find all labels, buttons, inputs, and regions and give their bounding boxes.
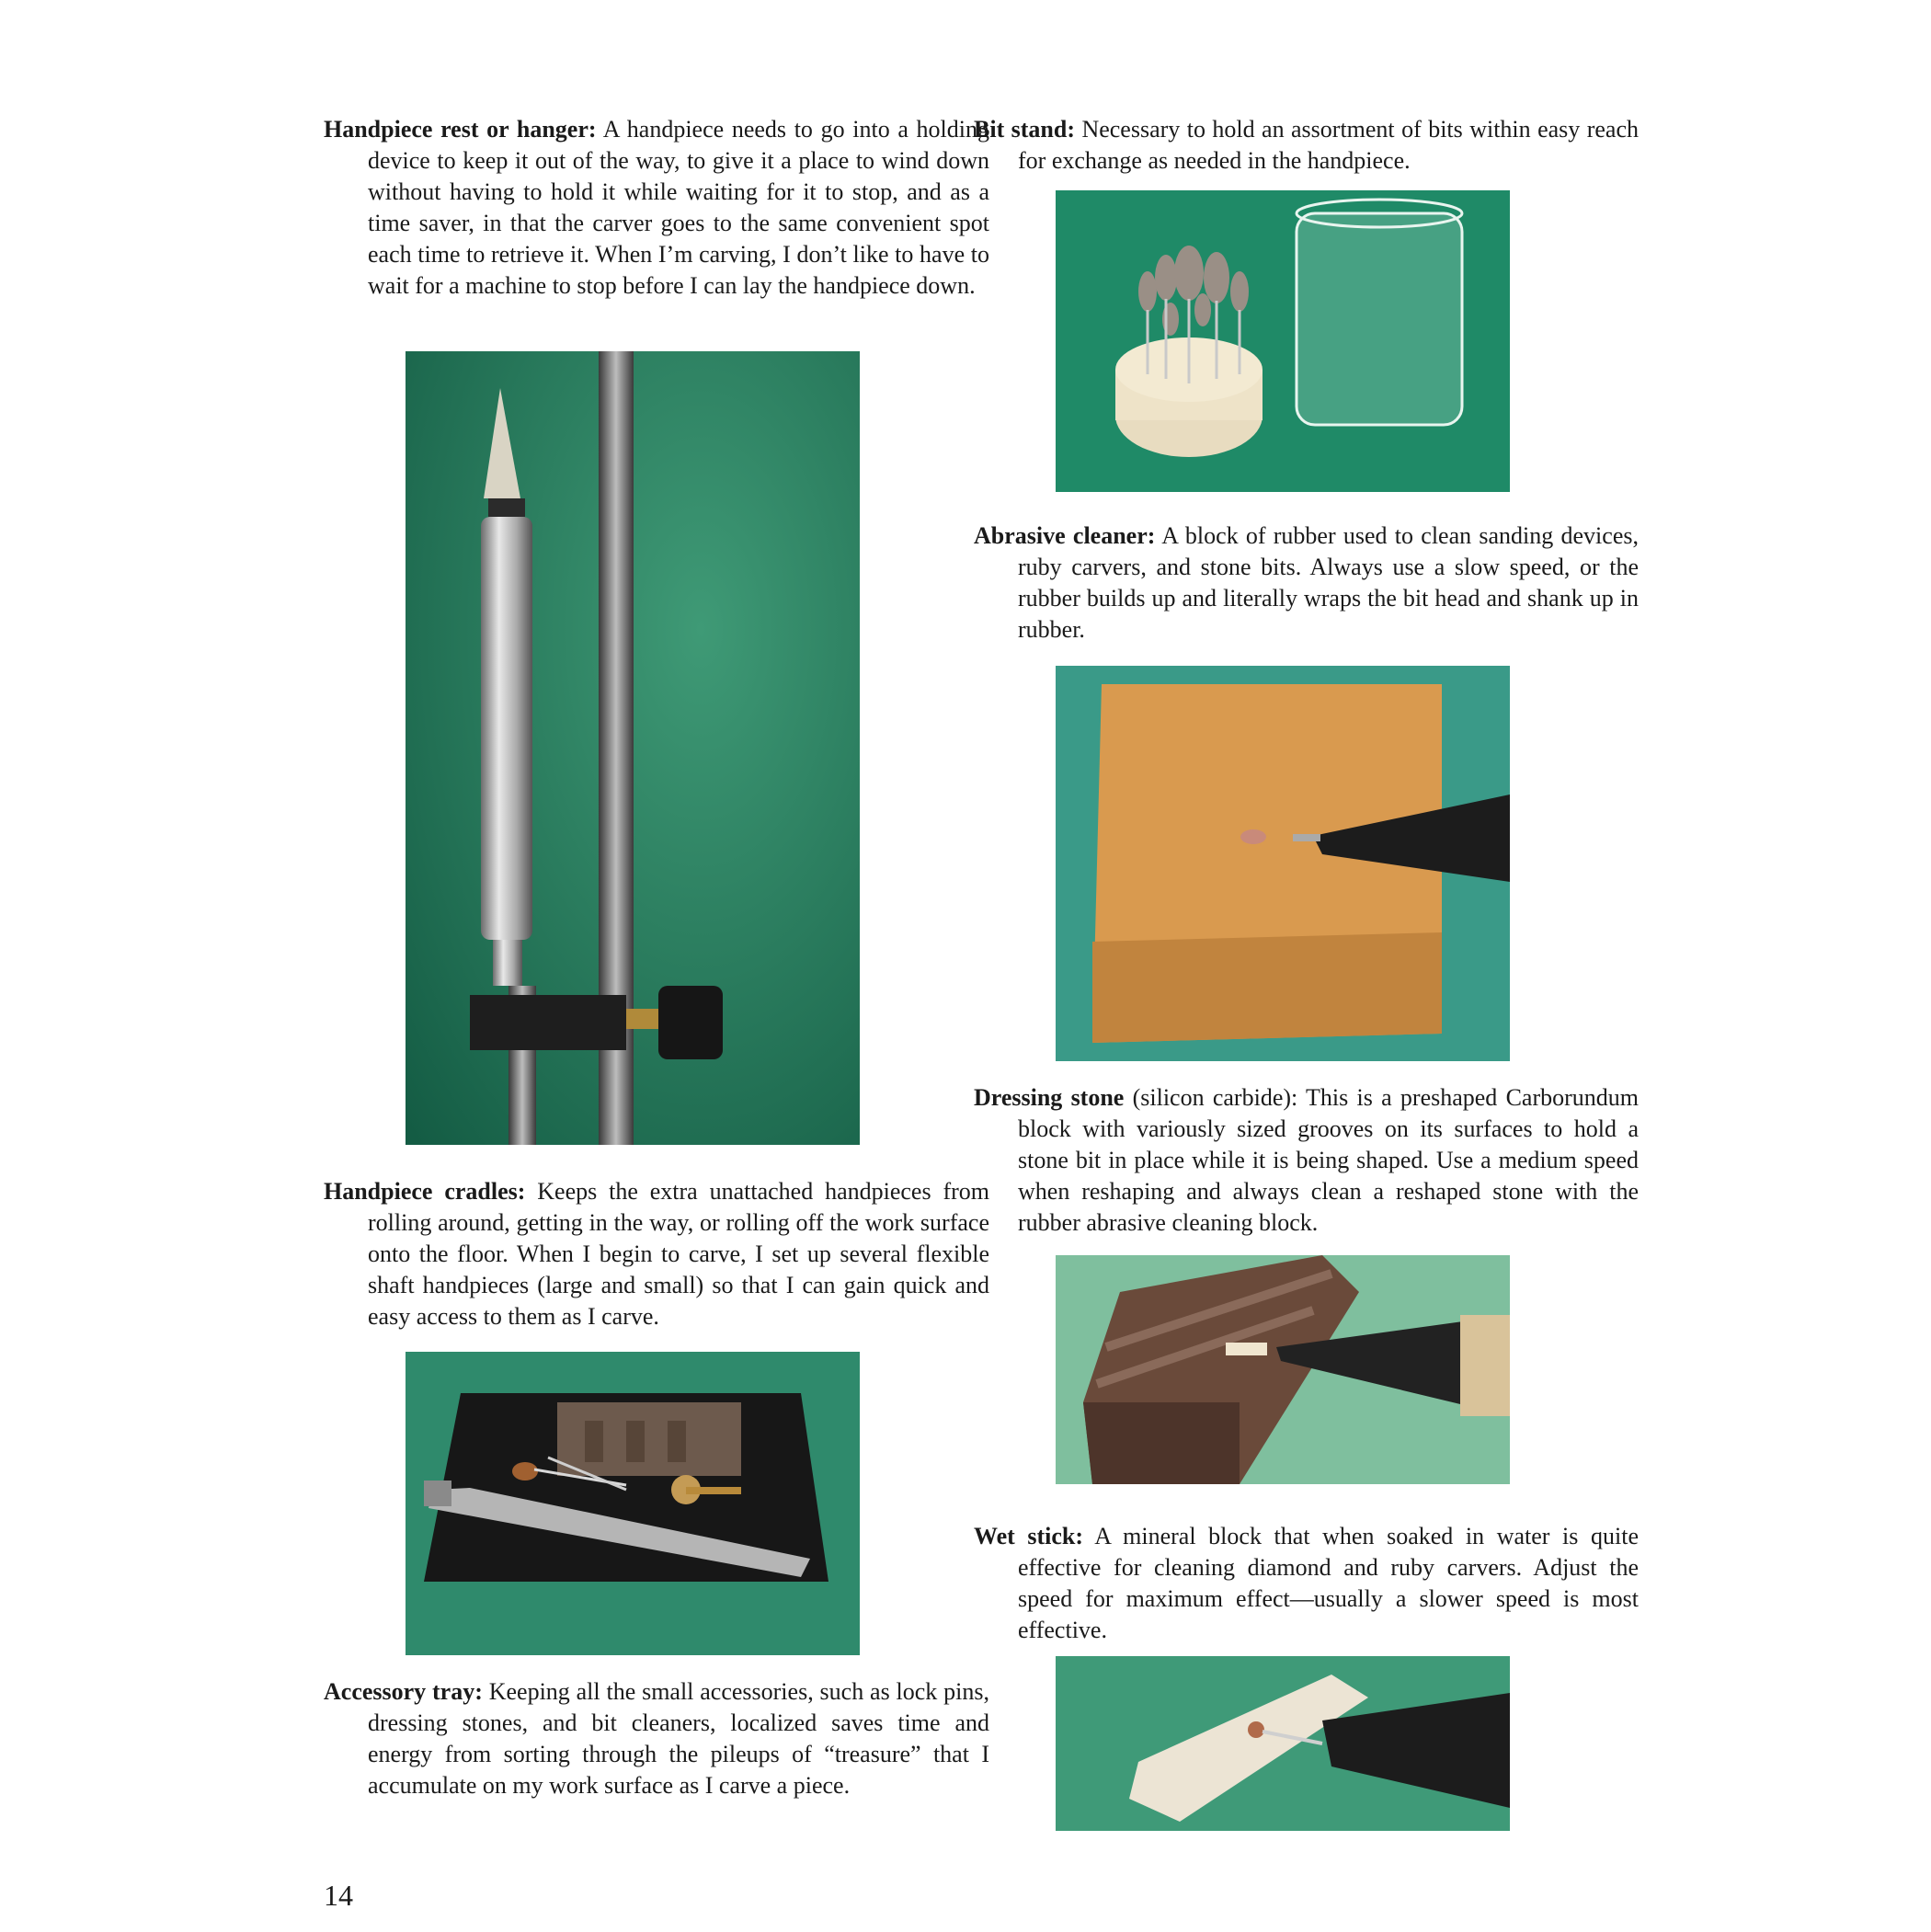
entry-handpiece-rest [324,114,989,302]
photo-abrasive-cleaner [1056,666,1510,1061]
entry-dressing-stone [974,1082,1639,1239]
entry-bit-stand [974,114,1639,177]
entry-text: Keeps the extra unattached handpieces from rolling around, getting in the way, or rolling off the work surface onto the floor. When I begin to carve, I set up several flexible shaft handpieces (large and small) so that I can gain quick and easy access to them as I carve. [368,1178,989,1330]
entry-term: Wet stick: [974,1523,1084,1549]
entry-wet-stick [974,1521,1639,1646]
entry-term: Handpiece cradles: [324,1178,526,1205]
page-number: 14 [324,1879,353,1912]
entry-term: Bit stand: [974,116,1076,143]
photo-handpiece-on-hanger [406,351,860,1145]
entry-text: A mineral block that when soaked in water is quite effective for cleaning diamond and ruby carvers. Adjust the speed for maximum effect—usually a slower speed is most effective. [1018,1523,1639,1643]
photo-bit-stand [1056,190,1510,492]
entry-text: A block of rubber used to clean sanding devices, ruby carvers, and stone bits. Always use a slow speed, or the rubber builds up and literally wraps the bit head and shank up in rubber. [1018,522,1639,643]
entry-text: Necessary to hold an assortment of bits within easy reach for exchange as needed in the handpiece. [1018,116,1639,174]
entry-abrasive-cleaner [974,520,1639,646]
entry-term: Accessory tray: [324,1678,483,1705]
entry-text: (silicon carbide): This is a preshaped Carborundum block with variously sized grooves on its surfaces to hold a stone bit in place while it is being shaped. Use a medium speed when reshaping and always clean a reshaped stone with the rubber abrasive cleaning block. [1018,1084,1639,1236]
photo-wet-stick [1056,1656,1510,1831]
entry-text: Keeping all the small accessories, such as lock pins, dressing stones, and bit cleaners, localized saves time and energy from sorting through the pileups of “treasure” that I accumulate on my work surface as I carve a piece. [368,1678,989,1799]
entry-term: Handpiece rest or hanger: [324,116,597,143]
photo-dressing-stone [1056,1255,1510,1484]
entry-term: Dressing stone [974,1084,1125,1111]
entry-term: Abrasive cleaner: [974,522,1156,549]
entry-accessory-tray [324,1676,989,1801]
entry-text: A handpiece needs to go into a holding device to keep it out of the way, to give it a place to wind down without having to hold it while waiting for it to stop, and as a time saver, in that the carver goes to the same convenient spot each time to retrieve it. When I’m carving, I don’t like to have to wait for a machine to stop before I can lay the handpiece down. [368,116,990,299]
entry-handpiece-cradles [324,1176,989,1332]
photo-accessory-tray [406,1352,860,1655]
